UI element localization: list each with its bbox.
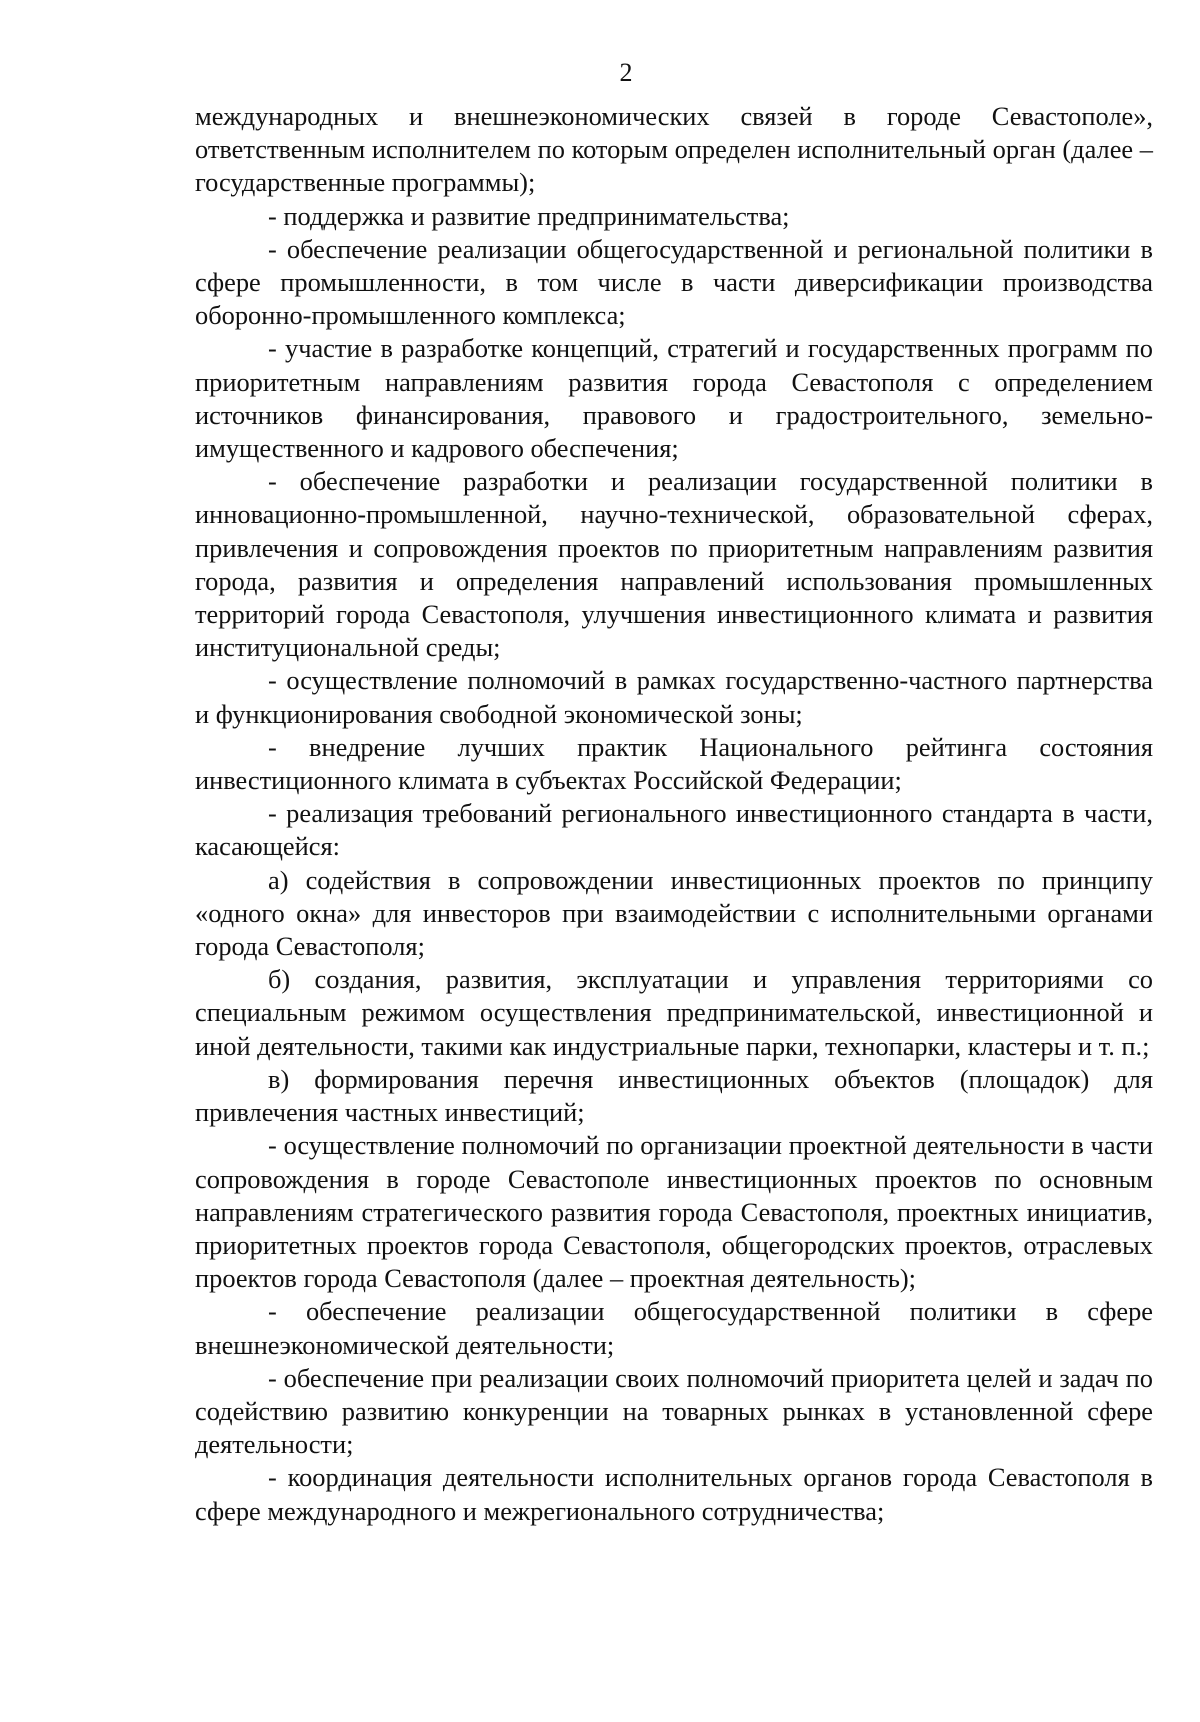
list-item: - поддержка и развитие предпринимательства; [268,200,790,231]
list-item: - координация деятельности исполнительных органов города Севастополя в сфере международного и межрегионального сотрудничества; [195,1462,1153,1526]
list-item: - обеспечение реализации общегосударственной политики в сфере внешнеэкономической деятельности; [195,1296,1153,1360]
sub-list-item: б) создания, развития, эксплуатации и управления территориями со специальным режимом осуществления предпринимательской, инвестиционной и иной деятельности, такими как индустриальные парки, технопарки, кластеры и т. п.; [195,964,1153,1061]
list-item: - осуществление полномочий по организации проектной деятельности в части сопровождения в городе Севастополе инвестиционных проектов по основным направлениям стратегического развития города Севастополя, проектных инициатив, приоритетных проектов города Севастополя, общегородских проектов, отраслевых проектов города Севастополя (далее – проектная деятельность); [195,1130,1153,1294]
page-number: 2 [619,58,633,87]
list-item: - обеспечение реализации общегосударственной и региональной политики в сфере промышленности, в том числе в части диверсификации производства оборонно-промышленного комплекса; [195,233,1153,331]
list-item: - реализация требований регионального инвестиционного стандарта в части, касающейся: [195,798,1153,862]
paragraph: международных и внешнеэкономических связей в городе Севастополе», ответственным исполнителем по которым определен исполнительный орган (далее – государственные программы); [195,101,1153,198]
list-item: - осуществление полномочий в рамках государственно-частного партнерства и функционирования свободной экономической зоны; [195,665,1153,729]
list-item: - внедрение лучших практик Национального рейтинга состояния инвестиционного климата в субъектах Российской Федерации; [195,731,1153,796]
sub-list-item: в) формирования перечня инвестиционных объектов (площадок) для привлечения частных инвестиций; [195,1063,1153,1128]
sub-list-item: а) содействия в сопровождении инвестиционных проектов по принципу «одного окна» для инвесторов при взаимодействии с исполнительными органами города Севастополя; [195,864,1153,962]
document-body [195,100,1153,1528]
list-item: - обеспечение разработки и реализации государственной политики в инновационно-промышленной, научно-технической, образовательной сферах, привлечения и сопровождения проектов по приоритетным направлениям развития города, развития и определения направлений использования промышленных территорий города Севастополя, улучшения инвестиционного климата и развития институциональной среды; [195,466,1153,663]
list-item: - участие в разработке концепций, стратегий и государственных программ по приоритетным направлениям развития города Севастополя с определением источников финансирования, правового и градостроительного, земельно-имущественного и кадрового обеспечения; [195,333,1153,464]
list-item: - обеспечение при реализации своих полномочий приоритета целей и задач по содействию развитию конкуренции на товарных рынках в установленной сфере деятельности; [195,1362,1153,1460]
